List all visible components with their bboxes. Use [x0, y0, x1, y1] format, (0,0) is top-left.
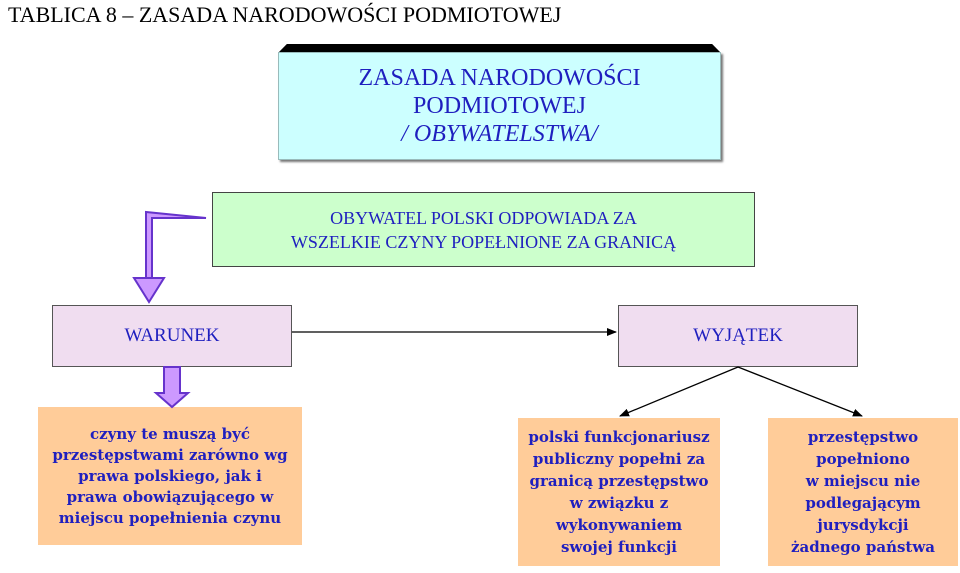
exception2-line: żadnego państwa: [790, 538, 935, 556]
exception2-line: popełniono: [816, 450, 910, 468]
citizen-line-2: WSZELKIE CZYNY POPEŁNIONE ZA GRANICĄ: [290, 231, 677, 252]
block-arrow-to-condition: [134, 212, 206, 302]
exception1-line: polski funkcjonariusz: [528, 428, 710, 446]
principle-line-2: PODMIOTOWEJ: [413, 93, 586, 119]
exception1-line: w związku z: [569, 494, 669, 512]
exception2-line: jurysdykcji: [817, 516, 909, 534]
condition-line: prawa obowiązującego w: [66, 487, 274, 506]
exception1-line: granicą przestępstwo: [529, 472, 709, 490]
arrow-to-exception-2: [738, 367, 862, 416]
exception2-line: podlegającym: [805, 494, 921, 512]
condition-line: prawa polskiego, jak i: [78, 466, 262, 485]
condition-line: przestępstwami zarówno wg: [52, 445, 288, 464]
arrow-to-exception-1: [620, 367, 738, 416]
condition-line: miejscu popełnienia czynu: [58, 508, 282, 527]
page-title: TABLICA 8 – ZASADA NARODOWOŚCI PODMIOTOWEJ: [8, 2, 562, 27]
principle-line-3: / OBYWATELSTWA/: [401, 121, 598, 147]
exception1-line: swojej funkcji: [561, 538, 677, 556]
exception1-line: publiczny popełni za: [532, 450, 706, 468]
principle-line-1: ZASADA NARODOWOŚCI: [358, 65, 641, 91]
condition-label: WARUNEK: [124, 325, 220, 346]
exception-label: WYJĄTEK: [693, 325, 783, 346]
condition-line: czyny te muszą być: [90, 424, 250, 443]
exception1-line: wykonywaniem: [555, 516, 683, 534]
exception2-line: w miejscu nie: [805, 472, 921, 490]
exception2-line: przestępstwo: [807, 428, 919, 446]
block-arrow-to-condition-text: [156, 367, 188, 407]
citizen-line-1: OBYWATEL POLSKI ODPOWIADA ZA: [330, 207, 637, 228]
